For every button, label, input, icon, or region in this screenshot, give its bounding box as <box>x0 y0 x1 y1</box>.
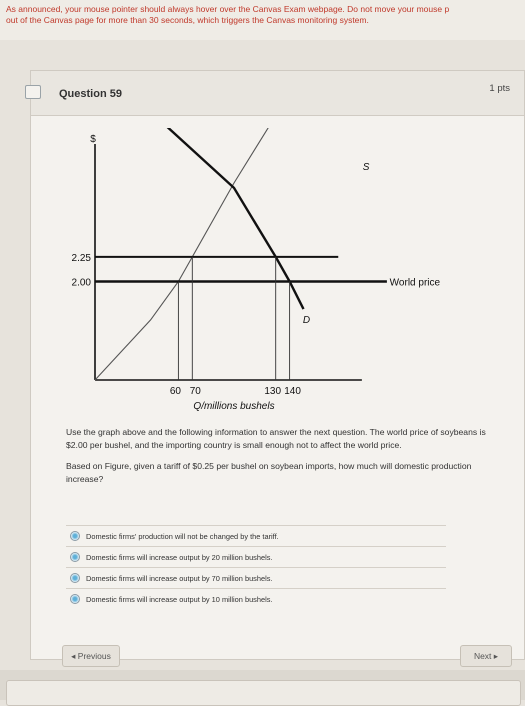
previous-button[interactable]: ◂ Previous <box>62 645 120 667</box>
radio-icon[interactable] <box>70 573 80 583</box>
footer-panel <box>6 680 521 706</box>
radio-icon[interactable] <box>70 531 80 541</box>
y-axis-label: $ <box>90 134 96 145</box>
exam-warning-banner <box>0 0 525 40</box>
answer-label: Domestic firms will increase output by 10 million bushels. <box>86 594 273 604</box>
supply-curve <box>95 128 359 380</box>
radio-icon[interactable] <box>70 594 80 604</box>
supply-demand-graph <box>50 128 490 418</box>
question-header <box>31 71 524 116</box>
x-tick-label: 60 <box>169 386 181 397</box>
answer-option[interactable] <box>66 588 446 609</box>
x-tick-label: 70 <box>189 386 201 397</box>
answer-label: Domestic firms will increase output by 20 million bushels. <box>86 552 273 562</box>
x-tick-label: 130 <box>264 386 282 397</box>
banner-line-2: out of the Canvas page for more than 30 seconds, which triggers the Canvas monitoring system. <box>6 15 369 25</box>
answer-label: Domestic firms will increase output by 70 million bushels. <box>86 573 273 583</box>
y-tick-label: 2.00 <box>71 277 91 289</box>
demand-label: D <box>302 315 311 327</box>
question-intro: Use the graph above and the following information to answer the next question. The world price of soybeans is $2.00 per bushel, and the importing country is small enough not to affect the world price. <box>66 427 486 450</box>
answer-label: Domestic firms' production will not be changed by the tariff. <box>86 531 279 541</box>
answer-list <box>66 525 446 609</box>
banner-line-1: As announced, your mouse pointer should always hover over the Canvas Exam webpage. Do not move your mouse p <box>6 4 450 14</box>
y-tick-label: 2.25 <box>71 252 91 264</box>
question-text <box>66 426 506 494</box>
next-button[interactable]: Next ▸ <box>460 645 512 667</box>
answer-option[interactable] <box>66 546 446 567</box>
supply-label: S <box>362 162 370 173</box>
x-axis-label: Q/millions bushels <box>193 401 275 412</box>
question-title: Question 59 <box>59 88 122 100</box>
answer-option[interactable] <box>66 525 446 546</box>
answer-option[interactable] <box>66 567 446 588</box>
radio-icon[interactable] <box>70 552 80 562</box>
flag-question-icon[interactable] <box>25 85 41 99</box>
x-tick-label: 140 <box>284 386 301 397</box>
world-price-label: World price <box>389 277 441 289</box>
question-points: 1 pts <box>489 83 510 94</box>
question-prompt: Based on Figure, given a tariff of $0.25 per bushel on soybean imports, how much will domestic production increase? <box>66 461 472 484</box>
